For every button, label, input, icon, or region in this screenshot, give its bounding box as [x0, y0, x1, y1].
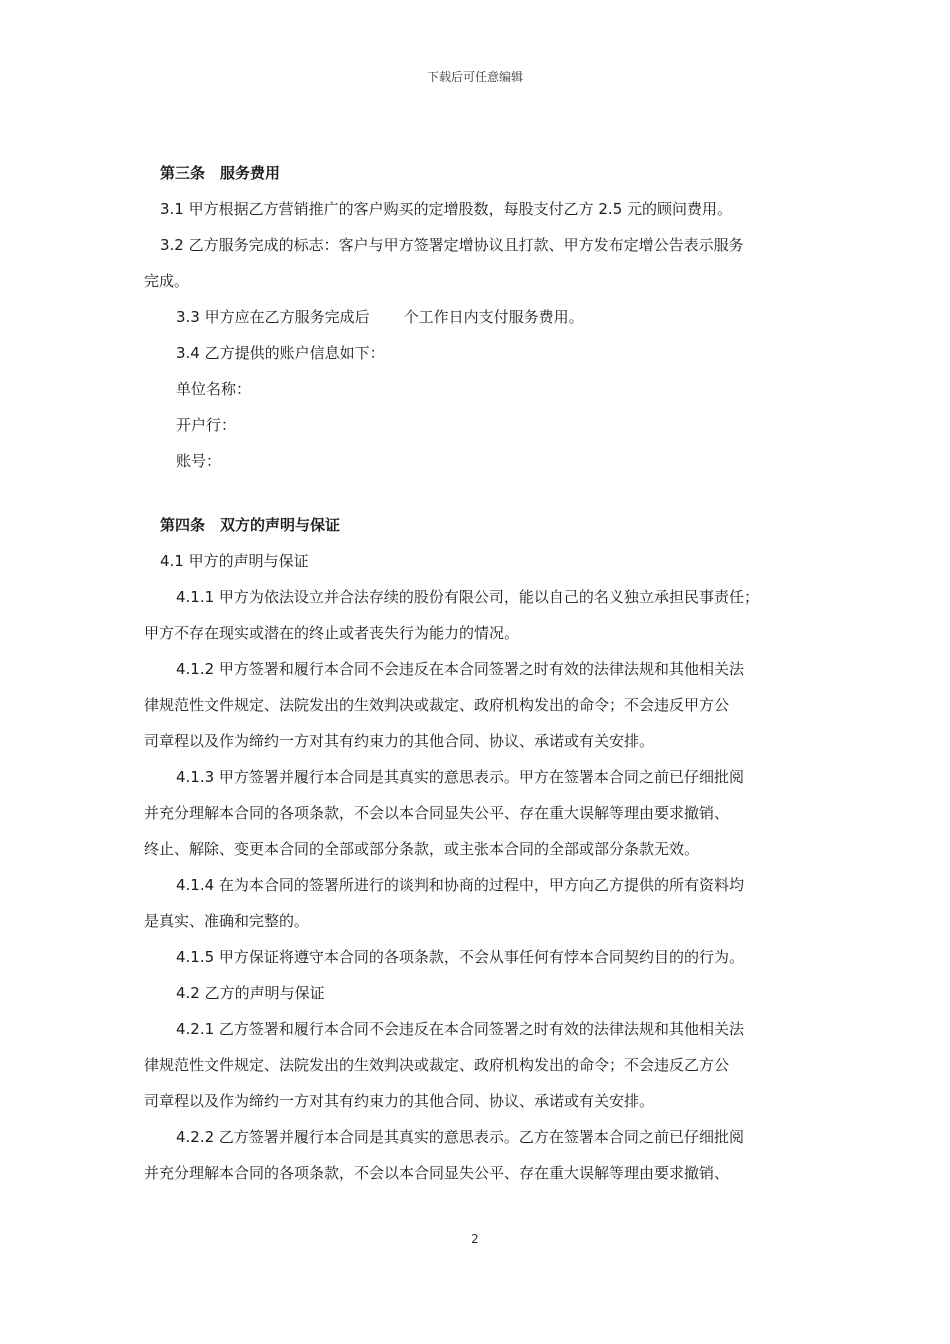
clause-3-3-part-1: 3.3 甲方应在乙方服务完成后 [176, 308, 370, 326]
section-gap [144, 486, 808, 514]
clause-4-2-2-line-2: 并充分理解本合同的各项条款，不会以本合同显失公平、存在重大误解等理由要求撤销、 [144, 1164, 730, 1182]
clause-4-2-1-line-2: 律规范性文件规定、法院发出的生效判决或裁定、政府机构发出的命令；不会违反乙方公 [144, 1056, 730, 1074]
account-number: 账号： [176, 452, 222, 470]
clause-4-1-3-line-2: 并充分理解本合同的各项条款，不会以本合同显失公平、存在重大误解等理由要求撤销、 [144, 804, 730, 822]
clause-4-1-1-line-2: 甲方不存在现实或潜在的终止或者丧失行为能力的情况。 [144, 624, 520, 642]
clause-3-2-line-1: 3.2 乙方服务完成的标志：客户与甲方签署定增协议且打款、甲方发布定增公告表示服务 [160, 236, 744, 254]
clause-4-1-4-line-2: 是真实、准确和完整的。 [144, 912, 310, 930]
account-bank: 开户行： [176, 416, 237, 434]
clause-3-4: 3.4 乙方提供的账户信息如下： [176, 344, 385, 362]
section-4-title: 第四条 双方的声明与保证 [160, 516, 341, 534]
clause-4-1-2-line-3: 司章程以及作为缔约一方对其有约束力的其他合同、协议、承诺或有关安排。 [144, 732, 655, 750]
account-unit-name: 单位名称： [176, 380, 252, 398]
page-header: 下载后可任意编辑 [426, 70, 523, 84]
clause-4-2-1-line-1: 4.2.1 乙方签署和履行本合同不会违反在本合同签署之时有效的法律法规和其他相关法 [176, 1020, 744, 1038]
clause-3-3-part-2: 个工作日内支付服务费用。 [403, 308, 584, 326]
clause-4-1-4-line-1: 4.1.4 在为本合同的签署所进行的谈判和协商的过程中，甲方向乙方提供的所有资料均 [176, 876, 744, 894]
page-number: 2 [471, 1232, 479, 1246]
clause-4-2: 4.2 乙方的声明与保证 [176, 984, 325, 1002]
clause-4-1-3-line-1: 4.1.3 甲方签署并履行本合同是其真实的意思表示。甲方在签署本合同之前已仔细批阅 [176, 768, 744, 786]
document-body [144, 162, 808, 1198]
section-3-title: 第三条 服务费用 [160, 164, 281, 182]
clause-4-1-1-line-1: 4.1.1 甲方为依法设立并合法存续的股份有限公司，能以自己的名义独立承担民事责任； [176, 588, 759, 606]
clause-4-1-2-line-1: 4.1.2 甲方签署和履行本合同不会违反在本合同签署之时有效的法律法规和其他相关法 [176, 660, 744, 678]
clause-4-1-2-line-2: 律规范性文件规定、法院发出的生效判决或裁定、政府机构发出的命令；不会违反甲方公 [144, 696, 730, 714]
clause-3-3 [144, 306, 808, 342]
clause-3-1: 3.1 甲方根据乙方营销推广的客户购买的定增股数，每股支付乙方 2.5 元的顾问费用。 [160, 200, 733, 218]
clause-4-2-1-line-3: 司章程以及作为缔约一方对其有约束力的其他合同、协议、承诺或有关安排。 [144, 1092, 655, 1110]
clause-4-1-5: 4.1.5 甲方保证将遵守本合同的各项条款，不会从事任何有悖本合同契约目的的行为。 [176, 948, 744, 966]
clause-4-1: 4.1 甲方的声明与保证 [160, 552, 309, 570]
clause-4-2-2-line-1: 4.2.2 乙方签署并履行本合同是其真实的意思表示。乙方在签署本合同之前已仔细批阅 [176, 1128, 744, 1146]
clause-3-2-line-2: 完成。 [144, 272, 190, 290]
clause-4-1-3-line-3: 终止、解除、变更本合同的全部或部分条款，或主张本合同的全部或部分条款无效。 [144, 840, 700, 858]
